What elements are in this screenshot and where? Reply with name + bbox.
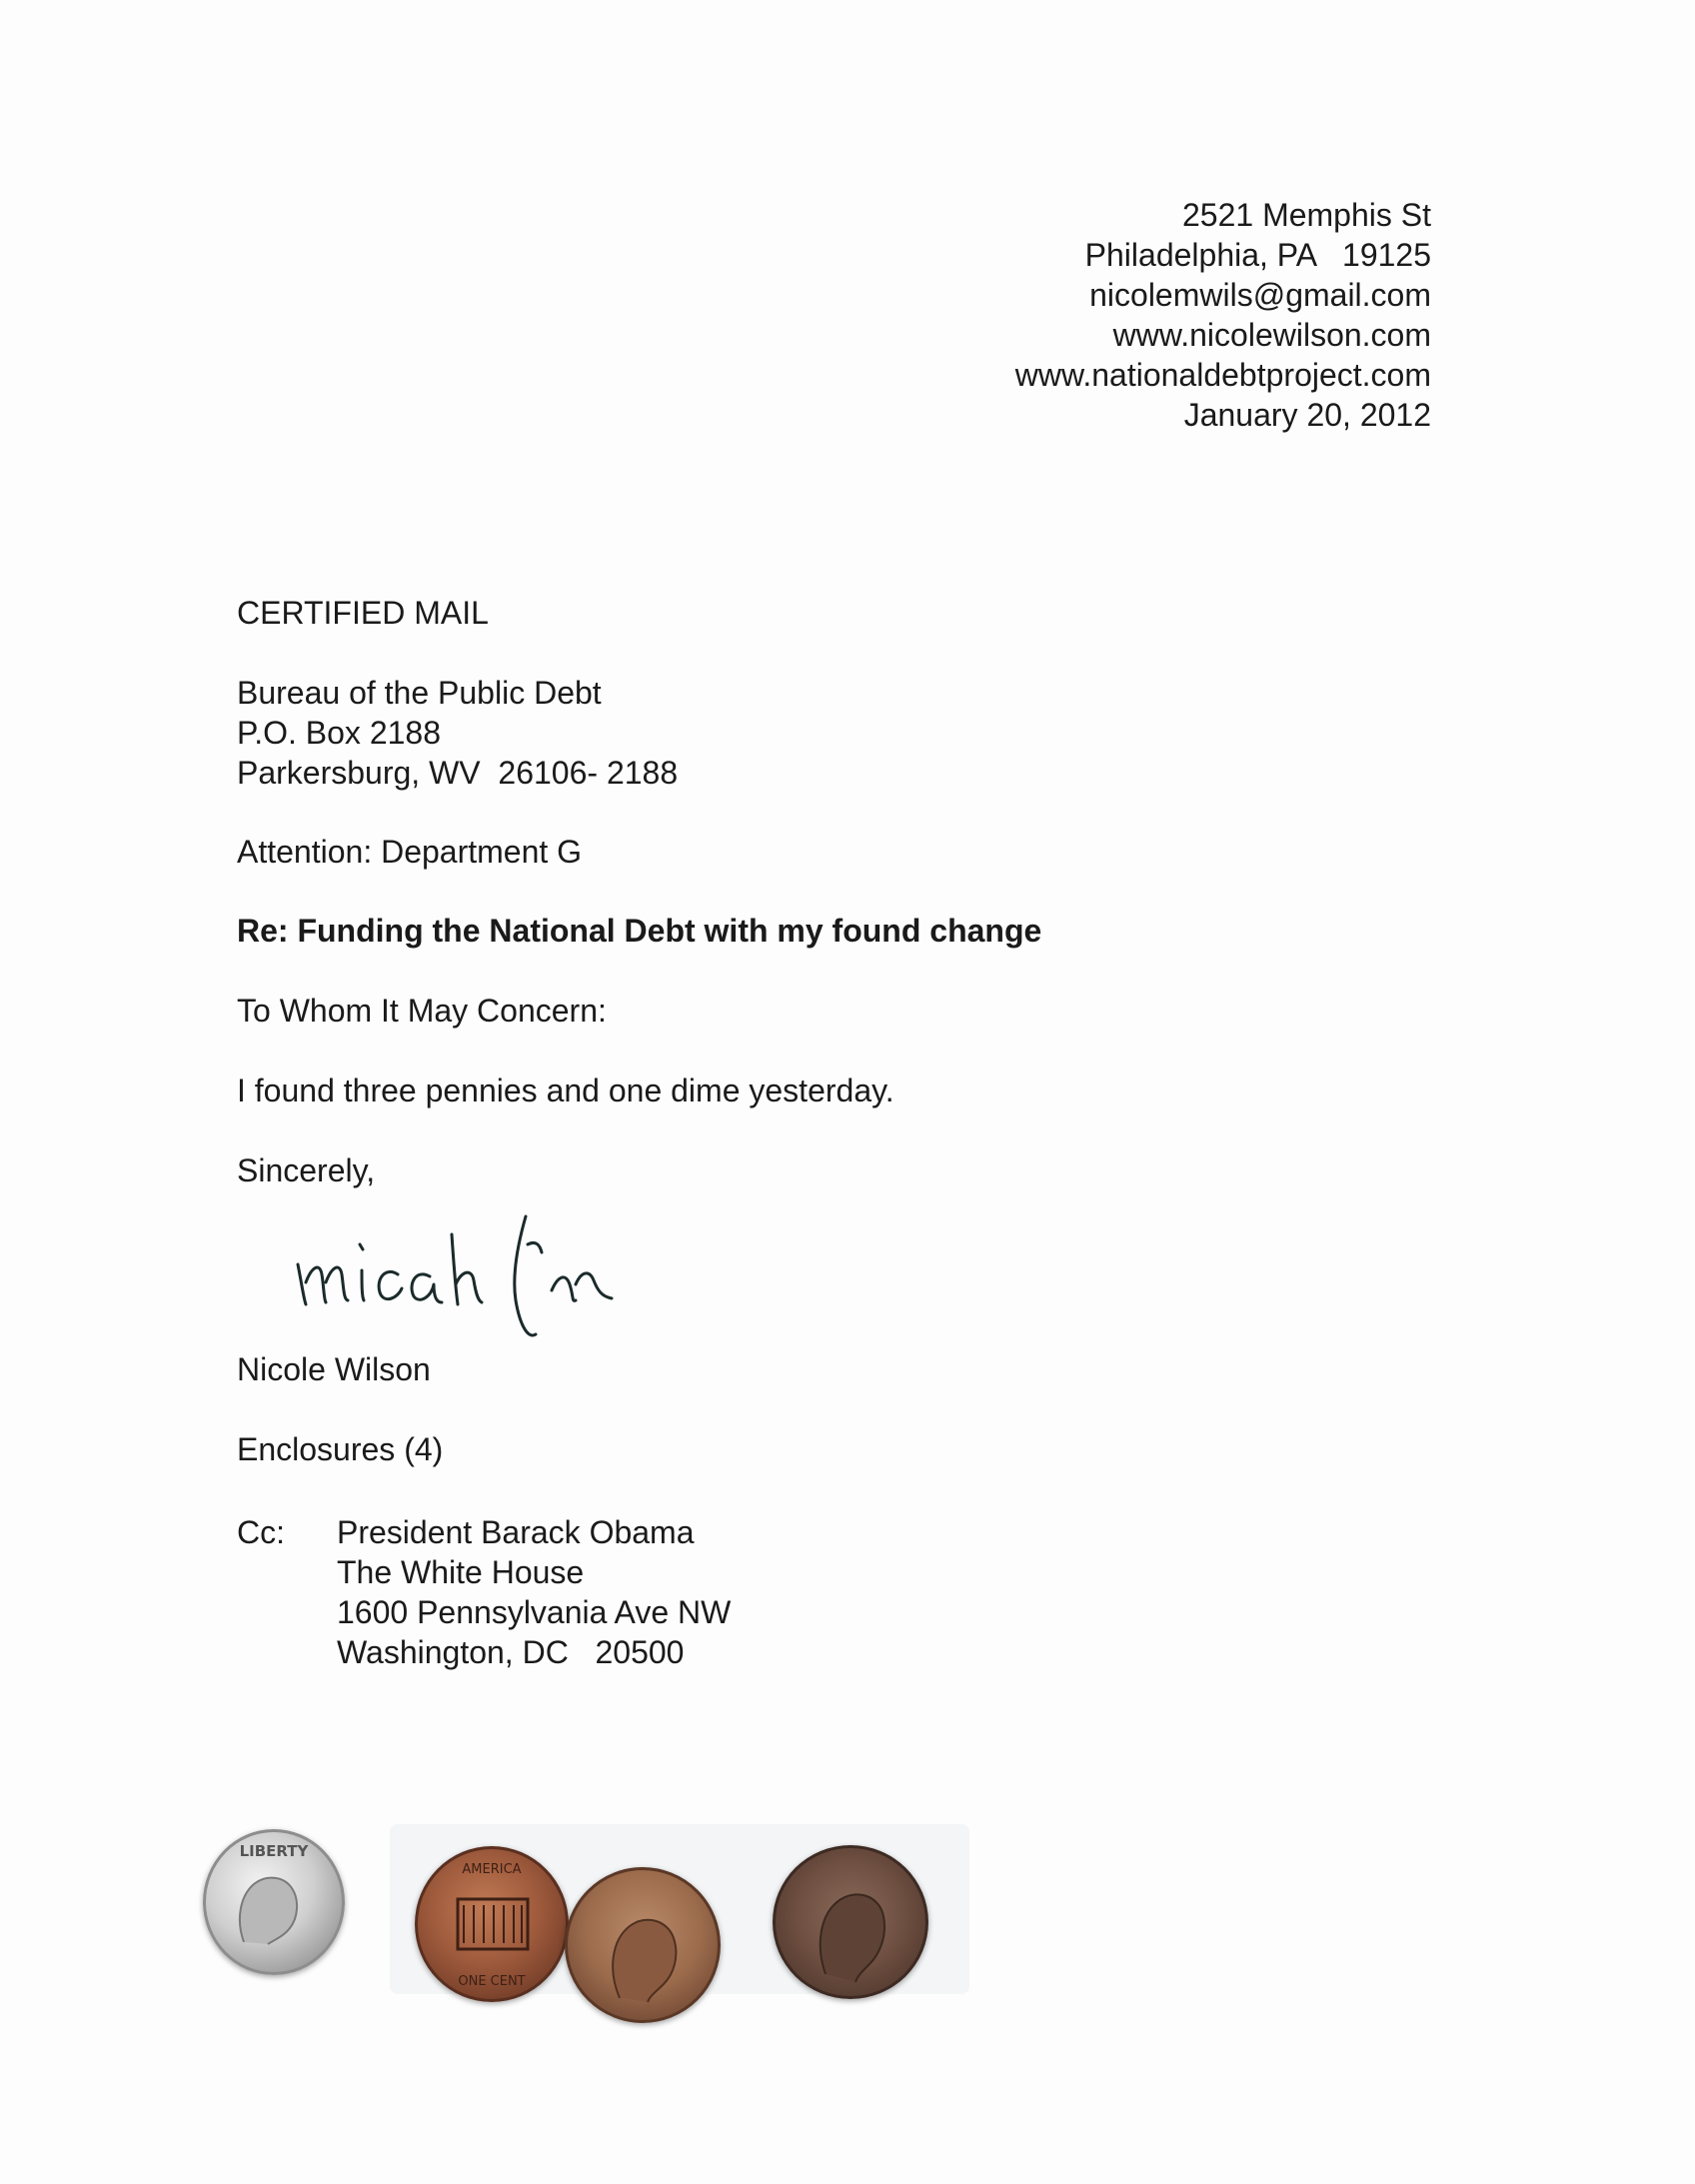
sender-website: www.nicolewilson.com (1112, 317, 1431, 353)
handwritten-signature (290, 1204, 690, 1354)
subject-line: Re: Funding the National Debt with my found change (237, 913, 1042, 949)
sender-city: Philadelphia, PA 19125 (1084, 237, 1431, 273)
recipient-name: Bureau of the Public Debt (237, 675, 602, 711)
cc-name: President Barack Obama (337, 1514, 695, 1550)
dime-coin (203, 1829, 345, 1975)
sender-project-website: www.nationaldebtproject.com (1014, 357, 1431, 393)
attention-line: Attention: Department G (237, 834, 583, 870)
letter-body: I found three pennies and one dime yesterday. (237, 1073, 894, 1108)
sender-email: nicolemwils@gmail.com (1089, 277, 1431, 313)
cc-org: The White House (337, 1554, 585, 1590)
enclosures-line: Enclosures (4) (237, 1431, 444, 1467)
signer-name: Nicole Wilson (237, 1351, 431, 1387)
recipient-city: Parkersburg, WV 26106- 2188 (237, 755, 679, 791)
lincoln-portrait-icon (568, 1870, 718, 2020)
recipient-address-block (237, 673, 678, 793)
dime-face-icon (206, 1832, 342, 1972)
penny-obverse-coin-worn (773, 1845, 928, 1999)
penny-reverse-coin (415, 1846, 569, 2002)
sender-street: 2521 Memphis St (1181, 197, 1431, 233)
dime-legend: LIBERTY (239, 1842, 309, 1860)
cc-street: 1600 Pennsylvania Ave NW (337, 1594, 732, 1630)
letter-date: January 20, 2012 (1183, 397, 1431, 433)
penny-denomination: ONE CENT (458, 1974, 526, 1989)
lincoln-portrait-icon (776, 1848, 925, 1996)
penny-top-legend: AMERICA (462, 1862, 522, 1877)
mail-type: CERTIFIED MAIL (237, 595, 489, 631)
penny-obverse-coin (565, 1867, 721, 2023)
closing: Sincerely, (237, 1152, 376, 1188)
recipient-po-box: P.O. Box 2188 (237, 715, 441, 751)
lincoln-memorial-icon (418, 1849, 566, 1999)
cc-address-block (337, 1512, 731, 1672)
cc-city: Washington, DC 20500 (337, 1634, 685, 1670)
salutation: To Whom It May Concern: (237, 993, 607, 1029)
cc-label: Cc: (237, 1514, 285, 1550)
sender-address-block (1015, 195, 1431, 435)
